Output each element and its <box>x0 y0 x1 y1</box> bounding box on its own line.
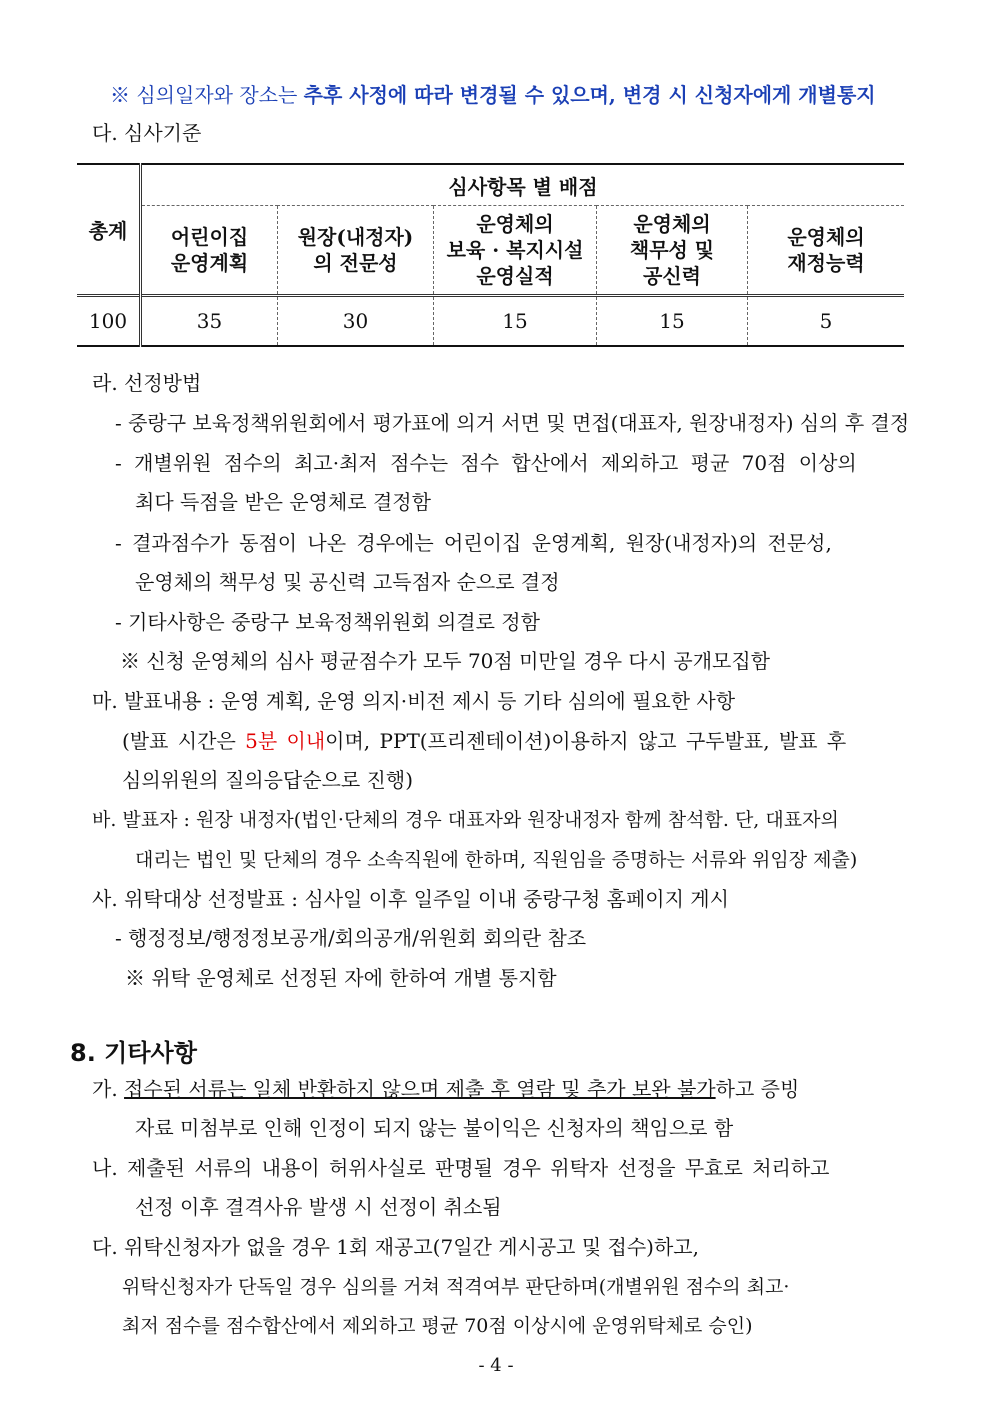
section-8-heading: 8. 기타사항 <box>70 1039 197 1067</box>
selection-item: - 중랑구 보육정책위원회에서 평가표에 의거 서면 및 면접(대표자, 원장내정자) 심의 후 결정 <box>115 411 910 435</box>
presentation-detail-continued: 심의위원의 질의응답순으로 진행) <box>122 768 413 792</box>
section-review-criteria-title: 다. 심사기준 <box>92 121 202 145</box>
total-value: 100 <box>77 296 141 347</box>
selection-note: ※ 신청 운영체의 심사 평균점수가 모두 70점 미만일 경우 다시 공개모집함 <box>120 649 770 673</box>
score-cell: 15 <box>597 296 748 347</box>
column-header-line: 의 전문성 <box>313 251 398 275</box>
etc-item-da: 다. 위탁신청자가 없을 경우 1회 재공고(7일간 게시공고 및 접수)하고, <box>92 1235 699 1259</box>
column-header-line: 운영실적 <box>476 264 554 288</box>
etc-item-ga-continued: 자료 미첨부로 인해 인정이 되지 않는 불이익은 신청자의 책임으로 함 <box>135 1116 734 1140</box>
total-header: 총계 <box>77 164 141 296</box>
column-header-operation-plan <box>141 206 278 296</box>
section-presenter: 바. 발표자 : 원장 내정자(법인·단체의 경우 대표자와 원장내정자 함께 참석함. 단, 대표자의 <box>92 809 839 831</box>
selection-item-continued: 최다 득점을 받은 운영체로 결정함 <box>135 490 431 514</box>
etc-item-da-continued: 최저 점수를 점수합산에서 제외하고 평균 70점 이상시에 운영위탁체로 승인) <box>122 1315 753 1337</box>
column-header-line: 공신력 <box>643 264 701 288</box>
group-header: 심사항목 별 배점 <box>141 164 905 206</box>
announcement-note: ※ 위탁 운영체로 선정된 자에 한하여 개별 통지함 <box>125 966 557 990</box>
selection-item: - 개별위원 점수의 최고·최저 점수는 점수 합산에서 제외하고 평균 70점 이상의 <box>115 451 857 475</box>
section-selection-announcement: 사. 위탁대상 선정발표 : 심사일 이후 일주일 이내 중랑구청 홈페이지 게시 <box>92 887 729 911</box>
etc-item-da-continued: 위탁신청자가 단독일 경우 심의를 거쳐 적격여부 판단하며(개별위원 점수의 최고· <box>122 1276 790 1298</box>
etc-item-ga <box>92 1076 799 1102</box>
column-header-operation-record <box>434 206 597 296</box>
presentation-detail <box>122 728 846 754</box>
score-cell: 15 <box>434 296 597 347</box>
column-header-line: 원장(내정자) <box>297 225 414 249</box>
column-header-financial-ability <box>748 206 905 296</box>
selection-item: - 결과점수가 동점이 나온 경우에는 어린이집 운영계획, 원장(내정자)의 전문성, <box>115 531 832 555</box>
presentation-detail-pre: (발표 시간은 <box>122 729 246 753</box>
notice-prefix: ※ 심의일자와 장소는 <box>110 83 304 107</box>
column-header-line: 운영체의 <box>787 225 865 249</box>
page-number: - 4 - <box>478 1355 514 1376</box>
score-cell: 30 <box>278 296 434 347</box>
review-criteria-table <box>77 163 904 347</box>
presentation-detail-post: 이며, PPT(프리젠테이션)이용하지 않고 구두발표, 발표 후 <box>325 729 847 753</box>
score-cell: 5 <box>748 296 905 347</box>
score-cell: 35 <box>141 296 278 347</box>
column-header-line: 어린이집 <box>170 225 249 249</box>
column-header-line: 운영체의 <box>633 212 711 236</box>
section-selection-method-title: 라. 선정방법 <box>92 371 202 395</box>
column-header-line: 책무성 및 <box>629 238 715 262</box>
selection-item-continued: 운영체의 책무성 및 공신력 고득점자 순으로 결정 <box>135 570 560 594</box>
column-header-line: 재정능력 <box>787 251 865 275</box>
etc-item-na: 나. 제출된 서류의 내용이 허위사실로 판명될 경우 위탁자 선정을 무효로 처리하고 <box>92 1156 830 1180</box>
section-presenter-continued: 대리는 법인 및 단체의 경우 소속직원에 한하며, 직원임을 증명하는 서류와 위임장 제출) <box>135 849 858 871</box>
etc-item-na-continued: 선정 이후 결격사유 발생 시 선정이 취소됨 <box>135 1195 502 1219</box>
column-header-line: 보육 · 복지시설 <box>446 238 584 262</box>
column-header-director-expertise <box>278 206 434 296</box>
etc-item-ga-prefix: 가. <box>92 1077 125 1101</box>
selection-item: - 기타사항은 중랑구 보육정책위원회 의결로 정함 <box>115 610 540 634</box>
schedule-notice <box>110 82 876 108</box>
notice-emphasis: 추후 사정에 따라 변경될 수 있으며, 변경 시 신청자에게 개별통지 <box>303 83 876 107</box>
column-header-line: 운영계획 <box>170 251 249 275</box>
column-header-line: 운영체의 <box>476 212 554 236</box>
section-presentation-content: 마. 발표내용 : 운영 계획, 운영 의지·비전 제시 등 기타 심의에 필요한 사항 <box>92 689 736 713</box>
etc-item-ga-rest: 하고 증빙 <box>715 1077 800 1101</box>
presentation-time-limit: 5분 이내 <box>245 729 326 753</box>
column-header-accountability <box>597 206 748 296</box>
etc-item-ga-underlined: 접수된 서류는 일체 반환하지 않으며 제출 후 열람 및 추가 보완 불가 <box>124 1077 716 1101</box>
announcement-item: - 행정정보/행정정보공개/회의공개/위원회 회의란 참조 <box>115 926 587 950</box>
